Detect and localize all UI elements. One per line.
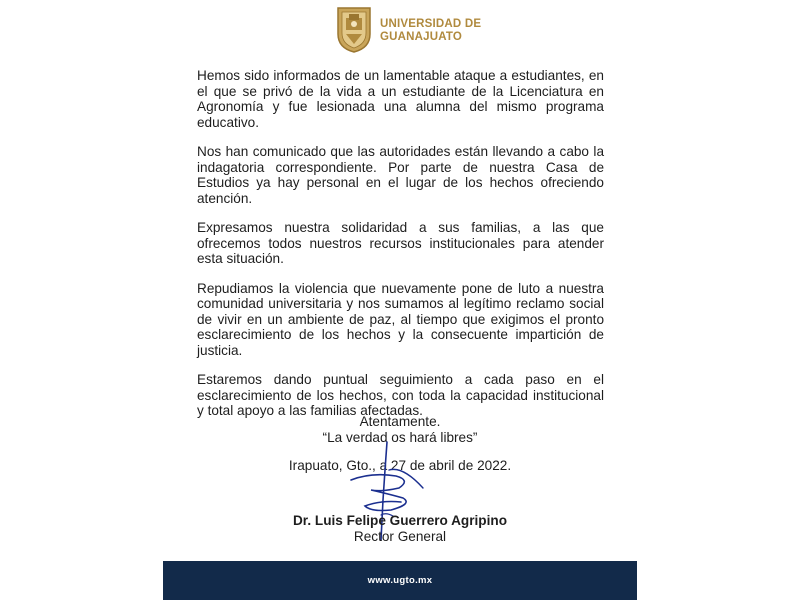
letter-body [197,68,604,433]
university-name [380,18,481,44]
closing-motto: “La verdad os hará libres” [322,430,478,445]
paragraph-4: Repudiamos la violencia que nuevamente pone de luto a nuestra comunidad universitaria y nos sumamos al legítimo reclamo social de vivir en un ambiente de paz, al tiempo que exigimos el pronto esclarecimiento de los hechos y la consecuente impartición de justicia. [197,280,604,358]
signatory-name: Dr. Luis Felipe Guerrero Agripino [292,513,507,528]
footer-url[interactable]: www.ugto.mx [367,575,433,586]
signatory-title: Rector General [353,528,447,544]
place-date: Irapuato, Gto., a 27 de abril de 2022. [288,458,512,473]
letter-page [163,0,637,600]
paragraph-1: Hemos sido informados de un lamentable ataque a estudiantes, en el que se privó de la vida a un estudiante de la Licenciatura en Agronomía y fue lesionada una alumna del mismo programa educativo. [197,68,604,130]
signatory-block [163,513,637,544]
paragraph-3: Expresamos nuestra solidaridad a sus familias, a las que ofrecemos todos nuestros recursos institucionales para atender esta situación. [197,220,604,266]
closing-salutation: Atentamente. [359,414,441,429]
paragraph-2: Nos han comunicado que las autoridades están llevando a cabo la indagatoria correspondiente. Por parte de nuestra Casa de Estudios ya hay personal en el lugar de los hechos ofreciendo atención. [197,144,604,206]
university-name-line1: UNIVERSIDAD DE [380,18,482,30]
letterhead [163,4,637,54]
university-seal-icon [334,4,374,54]
university-name-line2: GUANAJUATO [380,31,463,43]
paragraph-5: Estaremos dando puntual seguimiento a cada paso en el esclarecimiento de los hechos, con toda la capacidad institucional y total apoyo a las familias afectadas. [197,372,604,418]
footer-bar [163,561,637,600]
